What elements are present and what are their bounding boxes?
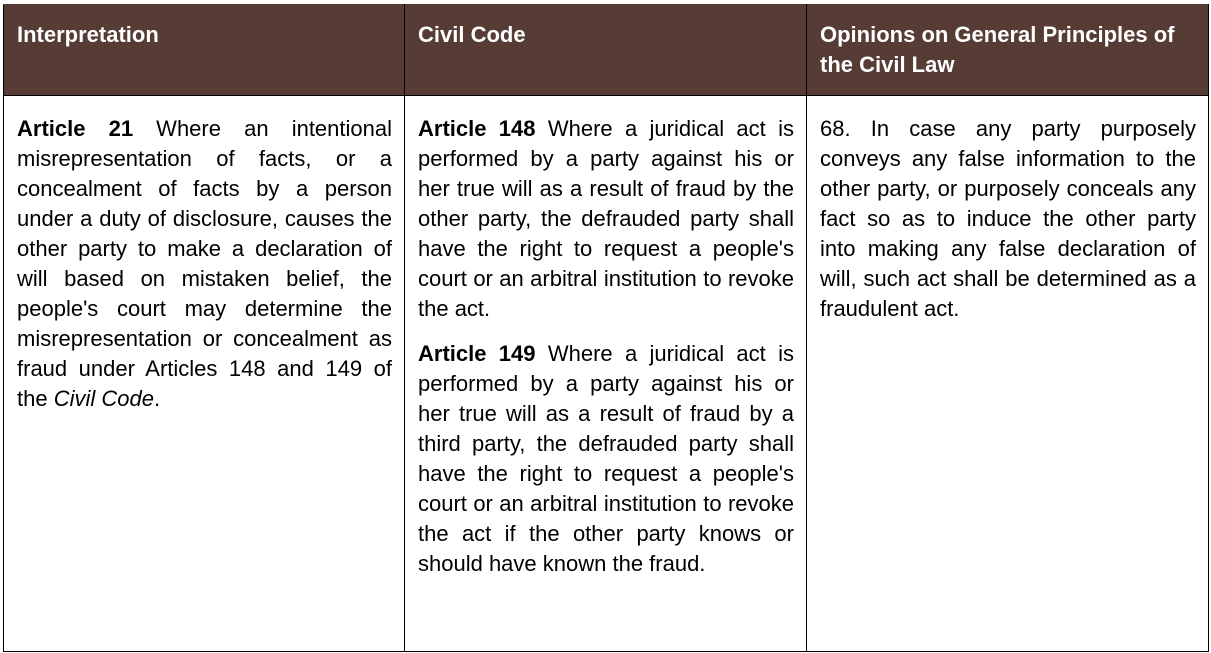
civil-code-article-149 — [418, 339, 794, 579]
cell-opinions — [807, 96, 1209, 652]
article-label: Article 149 — [418, 341, 536, 366]
article-label: Article 148 — [418, 116, 536, 141]
interpretation-article-21 — [17, 114, 392, 414]
comparison-table-wrapper — [3, 4, 1208, 652]
comparison-table — [3, 4, 1209, 652]
article-text: Where a juridical act is performed by a party against his or her true will as a result of fraud by a third party, the defrauded party shall have the right to request a people's court or an arbitral institution to revoke the act if the other party knows or should have known the fraud. — [418, 341, 794, 576]
table-row — [4, 96, 1209, 652]
opinions-item-68: 68. In case any party purposely conveys any false information to the other party, or purposely conceals any fact so as to induce the other party into making any false declaration of will, such act shall be determined as a fraudulent act. — [820, 116, 1196, 321]
article-text-end: . — [153, 386, 161, 411]
article-label: Article 21 — [17, 116, 134, 141]
cell-interpretation — [4, 96, 405, 652]
header-civil-code: Civil Code — [405, 5, 807, 96]
header-opinions: Opinions on General Principles of the Civil Law — [807, 5, 1209, 96]
table-header-row — [4, 5, 1209, 96]
italic-law-name: Civil Code — [53, 386, 154, 411]
article-text: Where an intentional misrepresentation of facts, or a concealment of facts by a person under a duty of disclosure, causes the other party to make a declaration of will based on mistaken belief, the people's court may determine the misrepresentation or concealment as fraud under Articles 148 and 149 of the — [17, 116, 392, 411]
header-interpretation: Interpretation — [4, 5, 405, 96]
cell-civil-code — [405, 96, 807, 652]
civil-code-article-148 — [418, 114, 794, 324]
article-text: Where a juridical act is performed by a party against his or her true will as a result of fraud by the other party, the defrauded party shall have the right to request a people's court or an arbitral institution to revoke the act. — [418, 116, 794, 321]
